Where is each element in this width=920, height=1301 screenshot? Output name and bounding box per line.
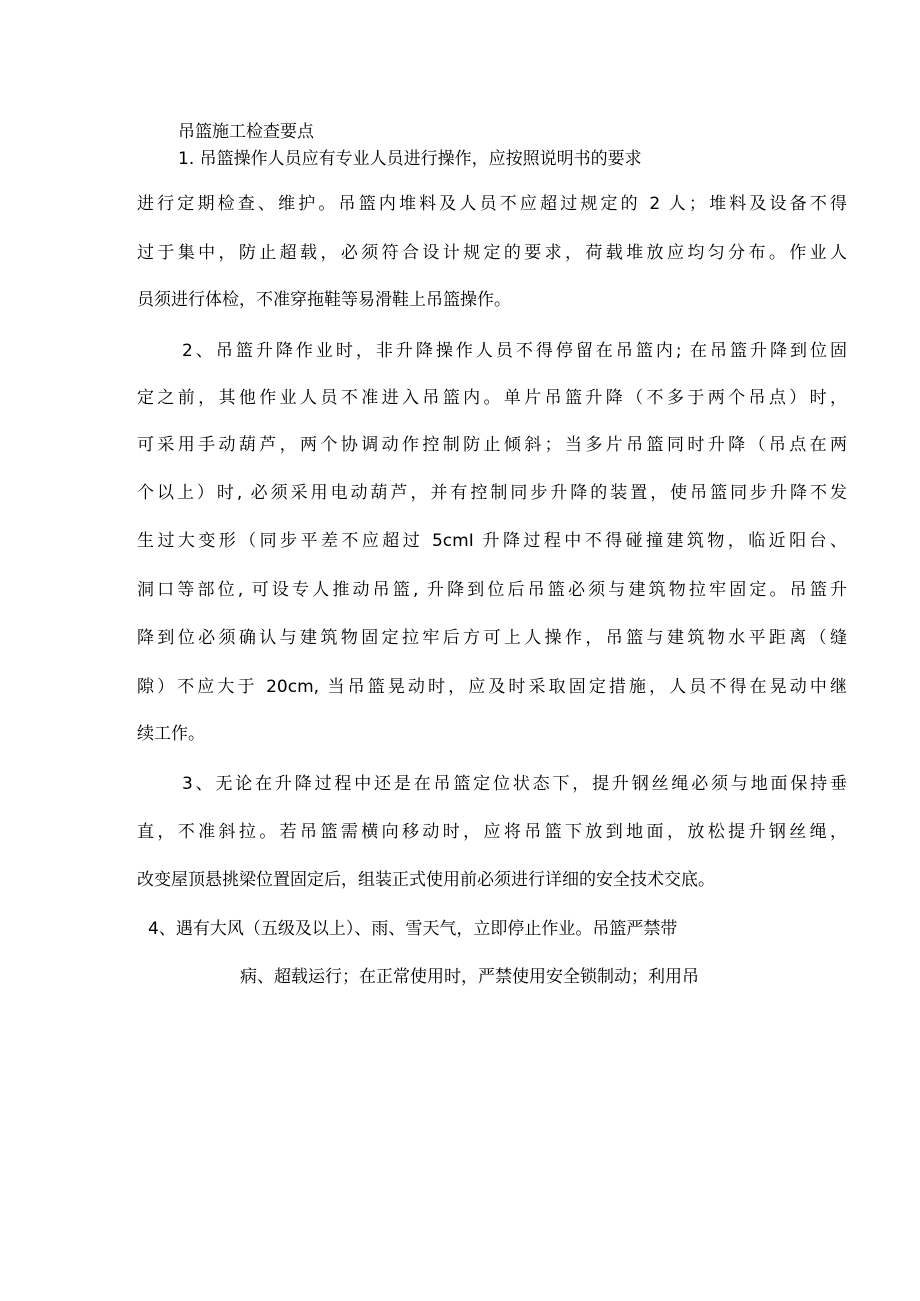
paragraph-2-line-1: 2、吊篮升降作业时，非升降操作人员不得停留在吊篮内; 在吊篮升降到位固 <box>182 341 847 361</box>
document-title: 吊篮施工检查要点 <box>178 122 314 142</box>
paragraph-2-line-6: 洞口等部位, 可设专人推动吊篮, 升降到位后吊篮必须与建筑物拉牢固定。吊篮升 <box>137 580 847 600</box>
paragraph-2-line-9: 续工作。 <box>137 724 205 744</box>
paragraph-2-line-4: 个以上）时, 必须采用电动葫芦，并有控制同步升降的装置，使吊篮同步升降不发 <box>137 483 847 503</box>
paragraph-3-line-1: 3、无论在升降过程中还是在吊篮定位状态下，提升钢丝绳必须与地面保持垂 <box>182 774 847 794</box>
paragraph-2-line-2: 定之前，其他作业人员不准进入吊篮内。单片吊篮升降（不多于两个吊点）时， <box>137 388 847 408</box>
paragraph-1-line-3: 过于集中，防止超载，必须符合设计规定的要求，荷载堆放应均匀分布。作业人 <box>137 243 847 263</box>
paragraph-2-line-7: 降到位必须确认与建筑物固定拉牢后方可上人操作，吊篮与建筑物水平距离（缝 <box>137 628 847 648</box>
paragraph-3-line-2: 直，不准斜拉。若吊篮需横向移动时，应将吊篮下放到地面，放松提升钢丝绳， <box>137 822 847 842</box>
paragraph-4-line-1: 4、遇有大风（五级及以上）、雨、雪天气，立即停止作业。吊篮严禁带 <box>148 919 678 939</box>
paragraph-2-line-5: 生过大变形（同步平差不应超过 5cmI 升降过程中不得碰撞建筑物，临近阳台、 <box>137 531 847 551</box>
paragraph-4-line-2: 病、超载运行；在正常使用时，严禁使用安全锁制动；利用吊 <box>240 967 699 987</box>
paragraph-3-line-3: 改变屋顶悬挑梁位置固定后，组装正式使用前必须进行详细的安全技术交底。 <box>137 870 715 890</box>
paragraph-2-line-8: 隙）不应大于 20cm, 当吊篮晃动时，应及时采取固定措施，人员不得在晃动中继 <box>137 677 847 697</box>
paragraph-1-line-4: 员须进行体检，不准穿拖鞋等易滑鞋上吊篮操作。 <box>137 290 511 310</box>
paragraph-1-line-1: 1. 吊篮操作人员应有专业人员进行操作，应按照说明书的要求 <box>178 149 642 169</box>
paragraph-2-line-3: 可采用手动葫芦，两个协调动作控制防止倾斜；当多片吊篮同时升降（吊点在两 <box>137 435 847 455</box>
paragraph-1-line-2: 进行定期检查、维护。吊篮内堆料及人员不应超过规定的 2 人；堆料及设备不得 <box>137 194 847 214</box>
